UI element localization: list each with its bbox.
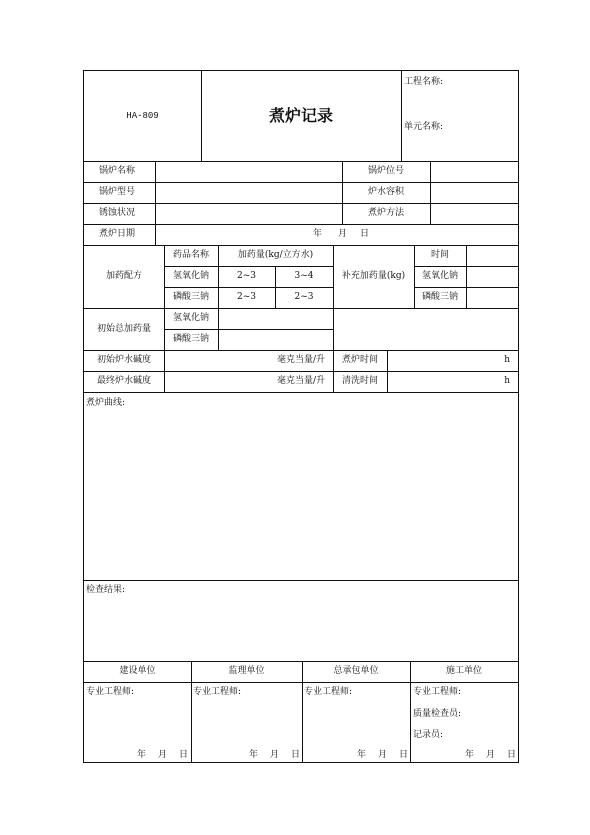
initial-alkalinity-value[interactable]: 毫克当量/升 — [276, 355, 325, 365]
dosing-chem1-range2: 3~4 — [294, 271, 314, 281]
owner-signoff-month: 月 — [158, 750, 168, 760]
inspection-result-area[interactable] — [84, 596, 518, 659]
boiler-position-value[interactable] — [430, 161, 518, 182]
dosing-chem1-range1: 2~3 — [237, 271, 256, 281]
supplement-time-value[interactable] — [466, 245, 518, 266]
corrosion-label: 锈蚀状况 — [99, 208, 136, 218]
boiler-name-label: 锅炉名称 — [99, 166, 136, 176]
dosing-section-label: 加药配方 — [105, 271, 142, 281]
water-volume-label: 炉水容积 — [367, 187, 404, 197]
form-code: HA-809 — [126, 110, 159, 121]
date-month: 月 — [338, 229, 348, 239]
construction-signoff-day: 日 — [507, 750, 517, 760]
boil-method-label: 煮炉方法 — [367, 208, 404, 218]
supplement-chem2-value[interactable] — [466, 287, 518, 308]
construction-signoff-year: 年 — [465, 750, 475, 760]
form-title: 煮炉记录 — [268, 106, 333, 125]
owner-engineer-label: 专业工程师: — [86, 687, 135, 697]
initial-total-chem1-value[interactable] — [218, 308, 333, 329]
signoff-construction-unit: 施工单位 — [445, 666, 482, 676]
construction-signoff-month: 月 — [486, 750, 496, 760]
supervisor-signoff-month: 月 — [270, 750, 280, 760]
project-name-label: 工程名称: — [404, 76, 444, 87]
dosing-col-amount: 加药量(kg/立方水) — [237, 250, 314, 260]
date-day: 日 — [360, 229, 370, 239]
boil-time-label: 煮炉时间 — [341, 355, 378, 365]
supervisor-engineer-label: 专业工程师: — [193, 687, 242, 697]
water-volume-value[interactable] — [430, 182, 518, 203]
initial-total-chem1-name: 氢氧化钠 — [172, 313, 209, 323]
owner-signoff-day: 日 — [179, 750, 189, 760]
wash-time-value[interactable]: h — [504, 376, 510, 386]
supplement-chem1-name: 氢氧化钠 — [421, 271, 458, 281]
initial-alkalinity-label: 初始炉水碱度 — [96, 355, 151, 365]
supervisor-signoff-year: 年 — [249, 750, 259, 760]
boiler-model-value[interactable] — [155, 182, 342, 203]
supplement-dose-label: 补充加药量(kg) — [341, 271, 406, 281]
boiler-name-value[interactable] — [155, 161, 342, 182]
corrosion-value[interactable] — [155, 203, 342, 224]
recorder-label: 记录员: — [413, 730, 444, 740]
supplement-chem1-value[interactable] — [466, 266, 518, 287]
supervisor-signoff-day: 日 — [291, 750, 301, 760]
signoff-supervisor-unit: 监理单位 — [228, 666, 265, 676]
quality-inspector-label: 质量检查员: — [413, 709, 462, 719]
signoff-general-contractor-unit: 总承包单位 — [333, 666, 379, 676]
contractor-signoff-year: 年 — [357, 750, 367, 760]
contractor-signoff-month: 月 — [378, 750, 388, 760]
dosing-chem2-range2: 2~3 — [294, 292, 314, 302]
dosing-chem1-name: 氢氧化钠 — [172, 271, 209, 281]
supplement-time-label: 时间 — [430, 250, 449, 260]
construction-engineer-label: 专业工程师: — [413, 687, 462, 697]
initial-total-chem2-value[interactable] — [218, 329, 333, 350]
boiler-model-label: 锅炉型号 — [99, 187, 136, 197]
initial-total-dose-label: 初始总加药量 — [96, 323, 151, 334]
boil-method-value[interactable] — [430, 203, 518, 224]
inspection-result-label: 检查结果: — [86, 585, 126, 595]
contractor-signoff-day: 日 — [399, 750, 409, 760]
contractor-engineer-label: 专业工程师: — [304, 687, 353, 697]
wash-time-label: 清洗时间 — [341, 376, 378, 386]
final-alkalinity-value[interactable]: 毫克当量/升 — [276, 376, 325, 386]
boiler-boil-record-form — [83, 70, 519, 763]
owner-signoff-year: 年 — [137, 750, 147, 760]
dosing-col-name: 药品名称 — [172, 250, 209, 260]
boil-date-label: 煮炉日期 — [99, 229, 136, 239]
boil-time-value[interactable]: h — [504, 355, 510, 365]
boil-curve-label: 煮炉曲线: — [86, 398, 126, 408]
dosing-chem2-name: 磷酸三钠 — [172, 292, 209, 302]
supplement-chem2-name: 磷酸三钠 — [421, 292, 458, 302]
boiler-position-label: 锅炉位号 — [367, 166, 404, 176]
boil-date-value[interactable] — [155, 224, 518, 245]
boil-curve-area[interactable] — [84, 409, 518, 579]
final-alkalinity-label: 最终炉水碱度 — [96, 376, 151, 386]
initial-total-chem2-name: 磷酸三钠 — [172, 334, 209, 344]
signoff-owner-unit: 建设单位 — [119, 666, 156, 676]
date-year: 年 — [313, 229, 323, 239]
dosing-chem2-range1: 2~3 — [237, 292, 256, 302]
unit-name-label: 单元名称: — [404, 121, 444, 132]
